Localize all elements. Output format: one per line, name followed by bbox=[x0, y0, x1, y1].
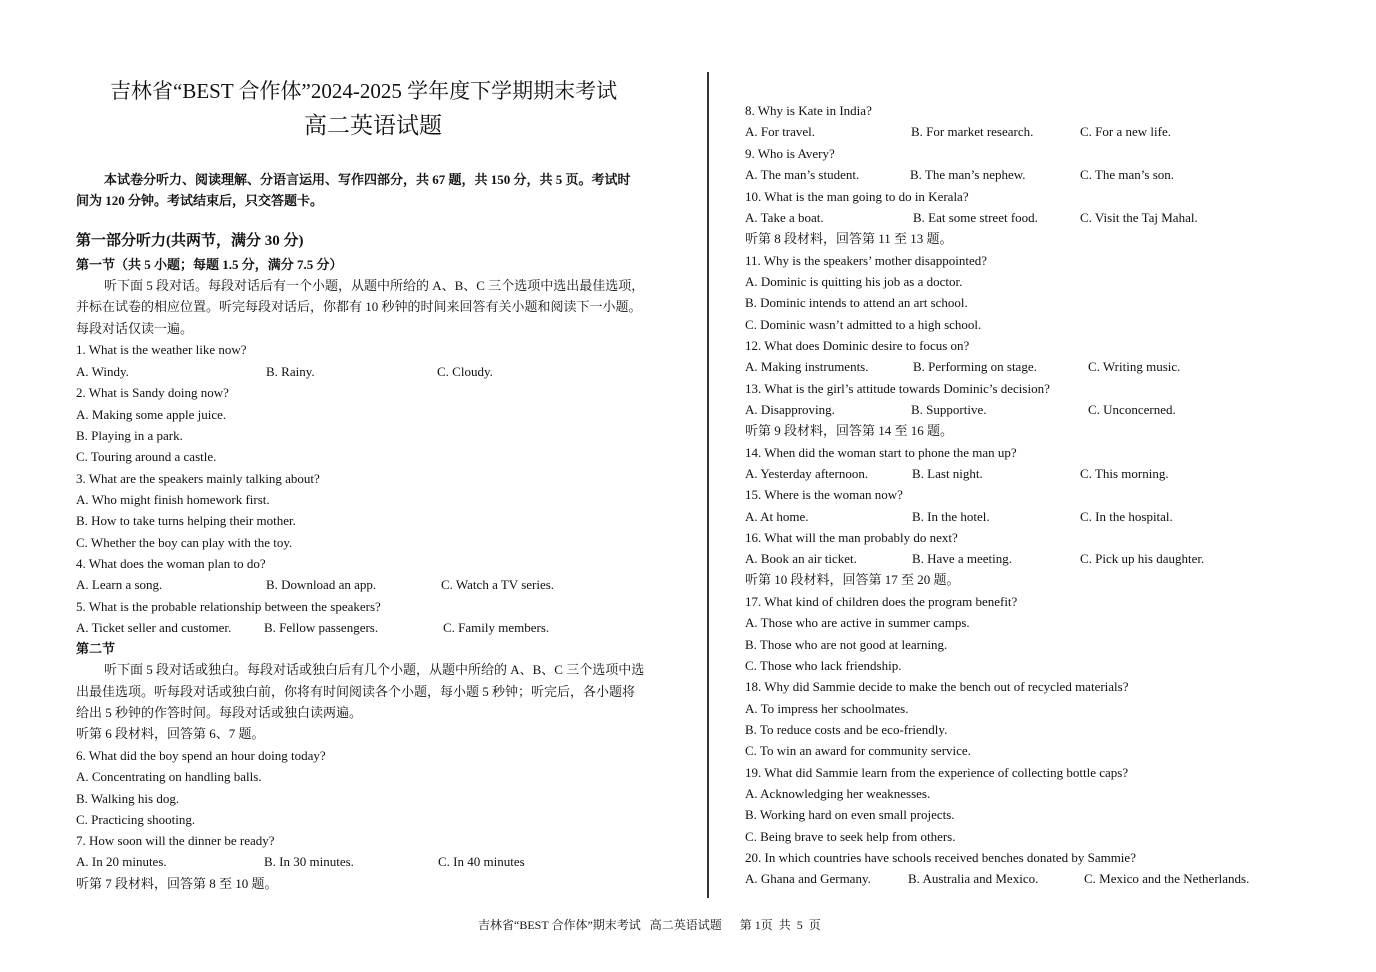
question-11-option-c: C. Dominic wasn’t admitted to a high school. bbox=[745, 317, 982, 332]
question-4-option-a: A. Learn a song. bbox=[76, 577, 163, 592]
material-7-label: 听第 7 段材料，回答第 8 至 10 题。 bbox=[76, 876, 278, 891]
question-6-option-a: A. Concentrating on handling balls. bbox=[76, 769, 262, 784]
question-17-option-b: B. Those who are not good at learning. bbox=[745, 637, 948, 652]
question-13-option-a: A. Disapproving. bbox=[745, 402, 835, 417]
question-3: 3. What are the speakers mainly talking about? bbox=[76, 471, 320, 486]
question-8-option-c: C. For a new life. bbox=[1080, 124, 1171, 139]
question-16-option-b: B. Have a meeting. bbox=[912, 551, 1012, 566]
question-19-option-c: C. Being brave to seek help from others. bbox=[745, 829, 956, 844]
question-17: 17. What kind of children does the program benefit? bbox=[745, 594, 1018, 609]
material-6-label: 听第 6 段材料，回答第 6、7 题。 bbox=[76, 726, 265, 741]
question-3-option-a: A. Who might finish homework first. bbox=[76, 492, 270, 507]
question-14-option-b: B. Last night. bbox=[912, 466, 983, 481]
question-12: 12. What does Dominic desire to focus on? bbox=[745, 338, 970, 353]
question-2-option-c: C. Touring around a castle. bbox=[76, 449, 217, 464]
question-3-option-c: C. Whether the boy can play with the toy. bbox=[76, 535, 293, 550]
question-18: 18. Why did Sammie decide to make the bench out of recycled materials? bbox=[745, 679, 1129, 694]
question-16-option-c: C. Pick up his daughter. bbox=[1080, 551, 1205, 566]
question-12-option-c: C. Writing music. bbox=[1088, 359, 1181, 374]
instructions-line-1: 本试卷分听力、阅读理解、分语言运用、写作四部分，共 67 题，共 150 分，共 5 页。考试时 bbox=[104, 172, 631, 187]
question-17-option-a: A. Those who are active in summer camps. bbox=[745, 615, 970, 630]
question-18-option-c: C. To win an award for community service. bbox=[745, 743, 971, 758]
question-1-option-b: B. Rainy. bbox=[266, 364, 315, 379]
question-9-option-a: A. The man’s student. bbox=[745, 167, 860, 182]
section1-intro-3: 每段对话仅读一遍。 bbox=[76, 321, 194, 336]
section2-intro-2: 出最佳选项。听每段对话或独白前，你将有时间阅读各个小题，每小题 5 秒钟；听完后，各小题将 bbox=[76, 684, 636, 699]
question-15-option-c: C. In the hospital. bbox=[1080, 509, 1173, 524]
question-6-option-c: C. Practicing shooting. bbox=[76, 812, 196, 827]
question-5-option-c: C. Family members. bbox=[443, 620, 550, 635]
question-14: 14. When did the woman start to phone the man up? bbox=[745, 445, 1017, 460]
question-4-option-c: C. Watch a TV series. bbox=[441, 577, 555, 592]
question-2-option-b: B. Playing in a park. bbox=[76, 428, 183, 443]
question-1-option-a: A. Windy. bbox=[76, 364, 129, 379]
question-4-option-b: B. Download an app. bbox=[266, 577, 377, 592]
part1-heading: 第一部分听力(共两节，满分 30 分) bbox=[76, 233, 304, 249]
question-9: 9. Who is Avery? bbox=[745, 146, 835, 161]
column-divider bbox=[707, 72, 709, 898]
question-8-option-b: B. For market research. bbox=[911, 124, 1034, 139]
question-10-option-a: A. Take a boat. bbox=[745, 210, 824, 225]
question-10-option-b: B. Eat some street food. bbox=[913, 210, 1038, 225]
question-15: 15. Where is the woman now? bbox=[745, 487, 903, 502]
question-5-option-b: B. Fellow passengers. bbox=[264, 620, 379, 635]
question-10: 10. What is the man going to do in Kerala? bbox=[745, 189, 969, 204]
question-20-option-c: C. Mexico and the Netherlands. bbox=[1084, 871, 1250, 886]
exam-title: 吉林省“BEST 合作体”2024-2025 学年度下学期期末考试 bbox=[110, 79, 618, 103]
question-11-option-a: A. Dominic is quitting his job as a doctor. bbox=[745, 274, 963, 289]
section2-heading: 第二节 bbox=[76, 641, 116, 656]
instructions-line-2: 间为 120 分钟。考试结束后，只交答题卡。 bbox=[76, 193, 324, 208]
exam-subtitle: 高二英语试题 bbox=[304, 113, 442, 138]
material-9-label: 听第 9 段材料，回答第 14 至 16 题。 bbox=[745, 423, 954, 438]
question-9-option-c: C. The man’s son. bbox=[1080, 167, 1175, 182]
section1-intro-1: 听下面 5 段对话。每段对话后有一个小题，从题中所给的 A、B、C 三个选项中选出最佳选项， bbox=[104, 278, 645, 293]
question-1-option-c: C. Cloudy. bbox=[437, 364, 493, 379]
question-9-option-b: B. The man’s nephew. bbox=[910, 167, 1026, 182]
page-footer: 吉林省“BEST 合作体”期末考试 高二英语试题 第 1页 共 5 页 bbox=[478, 918, 821, 932]
question-1: 1. What is the weather like now? bbox=[76, 342, 247, 357]
question-13-option-b: B. Supportive. bbox=[911, 402, 987, 417]
question-19: 19. What did Sammie learn from the experience of collecting bottle caps? bbox=[745, 765, 1129, 780]
material-10-label: 听第 10 段材料，回答第 17 至 20 题。 bbox=[745, 572, 960, 587]
question-16-option-a: A. Book an air ticket. bbox=[745, 551, 857, 566]
question-12-option-a: A. Making instruments. bbox=[745, 359, 869, 374]
question-7-option-c: C. In 40 minutes bbox=[438, 854, 525, 869]
question-13: 13. What is the girl’s attitude towards Dominic’s decision? bbox=[745, 381, 1050, 396]
question-14-option-a: A. Yesterday afternoon. bbox=[745, 466, 869, 481]
question-11-option-b: B. Dominic intends to attend an art school. bbox=[745, 295, 968, 310]
question-5-option-a: A. Ticket seller and customer. bbox=[76, 620, 232, 635]
question-6: 6. What did the boy spend an hour doing today? bbox=[76, 748, 326, 763]
question-18-option-b: B. To reduce costs and be eco-friendly. bbox=[745, 722, 948, 737]
question-11: 11. Why is the speakers’ mother disappointed? bbox=[745, 253, 988, 268]
question-15-option-b: B. In the hotel. bbox=[912, 509, 990, 524]
question-18-option-a: A. To impress her schoolmates. bbox=[745, 701, 909, 716]
section2-intro-1: 听下面 5 段对话或独白。每段对话或独白后有几个小题，从题中所给的 A、B、C 三个选项中选 bbox=[104, 662, 645, 677]
question-14-option-c: C. This morning. bbox=[1080, 466, 1169, 481]
question-2-option-a: A. Making some apple juice. bbox=[76, 407, 227, 422]
question-13-option-c: C. Unconcerned. bbox=[1088, 402, 1176, 417]
question-4: 4. What does the woman plan to do? bbox=[76, 556, 266, 571]
question-12-option-b: B. Performing on stage. bbox=[913, 359, 1037, 374]
section1-intro-2: 并标在试卷的相应位置。听完每段对话后，你都有 10 秒钟的时间来回答有关小题和阅读下一小题。 bbox=[76, 299, 642, 314]
question-7-option-b: B. In 30 minutes. bbox=[264, 854, 354, 869]
question-5: 5. What is the probable relationship between the speakers? bbox=[76, 599, 381, 614]
question-8: 8. Why is Kate in India? bbox=[745, 103, 872, 118]
question-17-option-c: C. Those who lack friendship. bbox=[745, 658, 902, 673]
question-19-option-b: B. Working hard on even small projects. bbox=[745, 807, 955, 822]
question-20-option-a: A. Ghana and Germany. bbox=[745, 871, 871, 886]
question-15-option-a: A. At home. bbox=[745, 509, 809, 524]
question-20: 20. In which countries have schools received benches donated by Sammie? bbox=[745, 850, 1136, 865]
question-7: 7. How soon will the dinner be ready? bbox=[76, 833, 275, 848]
question-10-option-c: C. Visit the Taj Mahal. bbox=[1080, 210, 1198, 225]
question-2: 2. What is Sandy doing now? bbox=[76, 385, 229, 400]
question-3-option-b: B. How to take turns helping their mother. bbox=[76, 513, 296, 528]
question-19-option-a: A. Acknowledging her weaknesses. bbox=[745, 786, 931, 801]
question-6-option-b: B. Walking his dog. bbox=[76, 791, 180, 806]
question-7-option-a: A. In 20 minutes. bbox=[76, 854, 167, 869]
section2-intro-3: 给出 5 秒钟的作答时间。每段对话或独白读两遍。 bbox=[76, 705, 363, 720]
material-8-label: 听第 8 段材料，回答第 11 至 13 题。 bbox=[745, 231, 953, 246]
section1-heading: 第一节（共 5 小题；每题 1.5 分，满分 7.5 分） bbox=[76, 257, 343, 272]
question-16: 16. What will the man probably do next? bbox=[745, 530, 958, 545]
question-8-option-a: A. For travel. bbox=[745, 124, 816, 139]
question-20-option-b: B. Australia and Mexico. bbox=[908, 871, 1039, 886]
